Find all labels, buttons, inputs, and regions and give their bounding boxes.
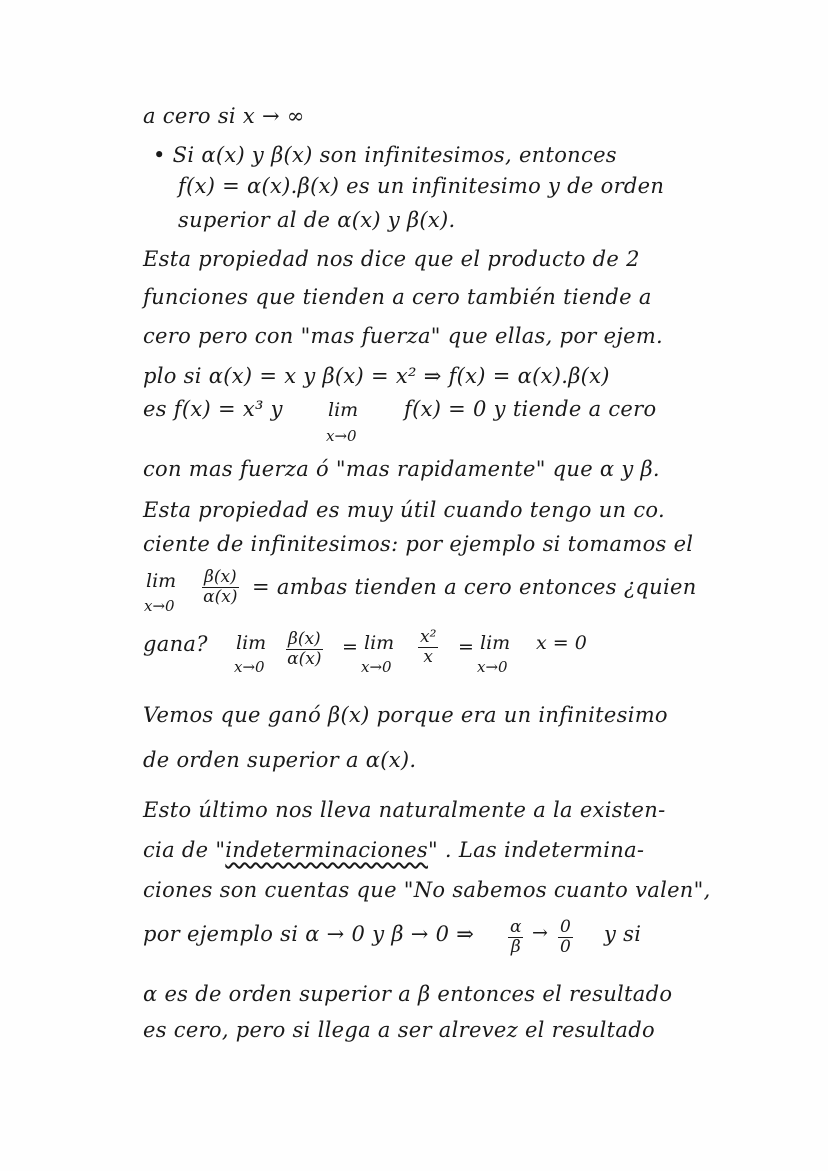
paragraph-line: por ejemplo si α → 0 y β → 0 ⇒ — [143, 922, 475, 946]
limit-operator: lim — [364, 632, 395, 654]
text-line: a cero si x → ∞ — [143, 104, 305, 128]
paragraph-line: Esto último nos lleva naturalmente a la existen- — [143, 798, 666, 822]
paragraph-line: cero pero con "mas fuerza" que ellas, por ejem. — [143, 324, 664, 348]
paragraph-line: α es de orden superior a β entonces el resultado — [143, 982, 673, 1006]
limit-subscript: x→0 — [144, 597, 175, 615]
paragraph-line: = ambas tienden a cero entonces ¿quien — [252, 575, 697, 599]
limit-subscript: x→0 — [477, 658, 508, 676]
fraction-denominator: 0 — [560, 936, 571, 957]
equals-sign: = — [342, 636, 358, 658]
paragraph-line: Esta propiedad nos dice que el producto de 2 — [143, 247, 640, 271]
limit-operator: lim — [480, 632, 511, 654]
fraction-denominator: α(x) — [287, 648, 322, 669]
paragraph-line: f(x) = 0 y tiende a cero — [404, 397, 657, 421]
text-line: f(x) = α(x).β(x) es un infinitesimo y de orden — [178, 174, 665, 198]
fraction — [286, 630, 323, 668]
limit-operator: lim — [146, 570, 177, 592]
fraction — [508, 918, 523, 956]
paragraph-line: plo si α(x) = x y β(x) = x² ⇒ f(x) = α(x).β(x) — [143, 364, 610, 388]
equals-sign: = — [458, 636, 474, 658]
limit-operator: lim — [328, 399, 359, 421]
text-fragment: cia de " — [143, 838, 226, 862]
paragraph-line: gana? — [143, 632, 208, 656]
fraction-denominator: β — [510, 936, 521, 957]
limit-subscript: x→0 — [326, 427, 357, 445]
bullet-line: • Si α(x) y β(x) son infinitesimos, entonces — [153, 143, 617, 167]
paragraph-line: Esta propiedad es muy útil cuando tengo un co. — [143, 498, 665, 522]
limit-subscript: x→0 — [361, 658, 392, 676]
fraction-numerator: α — [510, 917, 522, 937]
fraction-numerator: x² — [420, 627, 437, 647]
arrow: → — [532, 922, 548, 944]
fraction — [418, 628, 438, 666]
paragraph-line: funciones que tienden a cero también tiende a — [143, 285, 652, 309]
paragraph-line: Vemos que ganó β(x) porque era un infinitesimo — [143, 703, 668, 727]
fraction-numerator: β(x) — [204, 567, 237, 587]
fraction-numerator: 0 — [560, 917, 571, 937]
fraction — [202, 568, 239, 606]
paragraph-line: es cero, pero si llega a ser alrevez el resultado — [143, 1018, 655, 1042]
fraction-numerator: β(x) — [288, 629, 321, 649]
limit-result: x = 0 — [536, 632, 587, 654]
text-fragment: " . Las indetermina- — [427, 838, 645, 862]
fraction-denominator: x — [423, 646, 433, 667]
limit-operator: lim — [236, 632, 267, 654]
paragraph-line: ciones son cuentas que "No sabemos cuanto valen", — [143, 878, 711, 902]
paragraph-line: ciente de infinitesimos: por ejemplo si tomamos el — [143, 532, 694, 556]
paragraph-line: es f(x) = x³ y — [143, 397, 283, 421]
paragraph-line: con mas fuerza ó "mas rapidamente" que α y β. — [143, 457, 660, 481]
fraction-denominator: α(x) — [203, 586, 238, 607]
limit-subscript: x→0 — [234, 658, 265, 676]
text-fragment: y si — [604, 922, 642, 946]
paragraph-line — [143, 838, 644, 862]
paragraph-line: de orden superior a α(x). — [143, 748, 417, 772]
text-line: superior al de α(x) y β(x). — [178, 208, 456, 232]
underlined-term: indeterminaciones — [225, 838, 428, 862]
fraction — [558, 918, 573, 956]
